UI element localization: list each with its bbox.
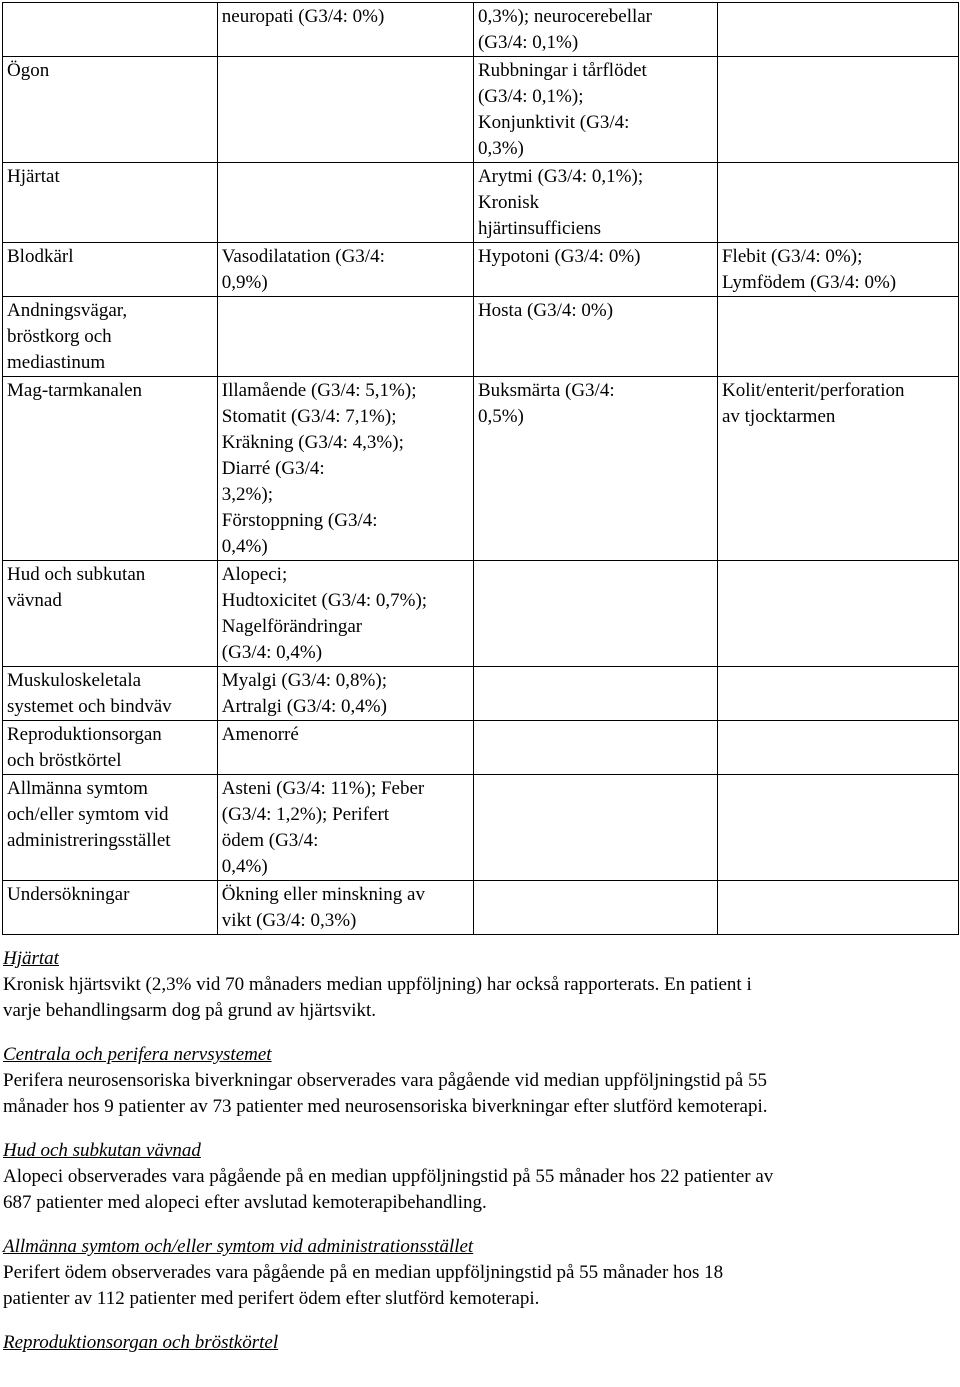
table-row bbox=[3, 163, 959, 243]
note-hjartat bbox=[3, 946, 953, 1024]
note-nervsystemet bbox=[3, 1042, 953, 1120]
reaction-text: Hosta (G3/4: 0%) bbox=[477, 300, 614, 321]
organ-label: Hjärtat bbox=[7, 166, 60, 187]
common-cell bbox=[217, 57, 473, 163]
organ-cell bbox=[3, 57, 218, 163]
reaction-text: Asteni (G3/4: 11%); Feber (G3/4: 1,2%); Perifert ödem (G3/4: 0,4%) bbox=[221, 778, 425, 877]
uncommon-cell bbox=[473, 721, 717, 775]
note-heading: Hjärtat bbox=[3, 948, 59, 969]
note-heading: Centrala och perifera nervsystemet bbox=[3, 1044, 272, 1065]
uncommon-cell bbox=[473, 667, 717, 721]
organ-cell bbox=[3, 3, 218, 57]
reaction-text: Rubbningar i tårflödet (G3/4: 0,1%); Konjunktivit (G3/4: 0,3%) bbox=[477, 60, 647, 159]
table-row bbox=[3, 57, 959, 163]
organ-label: Mag-tarmkanalen bbox=[7, 380, 143, 401]
organ-label: Allmänna symtom och/eller symtom vid administreringsstället bbox=[7, 778, 171, 851]
rare-cell bbox=[717, 3, 958, 57]
uncommon-cell bbox=[473, 3, 717, 57]
uncommon-cell bbox=[473, 243, 717, 297]
rare-cell bbox=[717, 297, 958, 377]
table-row bbox=[3, 667, 959, 721]
note-body: Alopeci observerades vara pågående på en median uppföljningstid på 55 månader hos 22 patienter av 687 patienter med alopeci efter avslutad kemoterapibehandling. bbox=[3, 1166, 774, 1213]
common-cell bbox=[217, 721, 473, 775]
rare-cell bbox=[717, 243, 958, 297]
table-row bbox=[3, 561, 959, 667]
uncommon-cell bbox=[473, 561, 717, 667]
table-row bbox=[3, 775, 959, 881]
note-heading: Reproduktionsorgan och bröstkörtel bbox=[3, 1332, 279, 1353]
uncommon-cell bbox=[473, 775, 717, 881]
rare-cell bbox=[717, 775, 958, 881]
rare-cell bbox=[717, 377, 958, 561]
table-row bbox=[3, 243, 959, 297]
common-cell bbox=[217, 561, 473, 667]
reaction-text: Buksmärta (G3/4: 0,5%) bbox=[477, 380, 615, 427]
reaction-text: Myalgi (G3/4: 0,8%); Artralgi (G3/4: 0,4%) bbox=[221, 670, 387, 717]
reaction-text: Illamående (G3/4: 5,1%); Stomatit (G3/4: 7,1%); Kräkning (G3/4: 4,3%); Diarré (G3/4: 3,2%); Förstoppning (G3/4: 0,4%) bbox=[221, 380, 417, 557]
uncommon-cell bbox=[473, 297, 717, 377]
organ-cell bbox=[3, 881, 218, 935]
common-cell bbox=[217, 377, 473, 561]
rare-cell bbox=[717, 721, 958, 775]
table-row bbox=[3, 881, 959, 935]
rare-cell bbox=[717, 881, 958, 935]
reaction-text: Kolit/enterit/perforation av tjocktarmen bbox=[721, 380, 905, 427]
organ-cell bbox=[3, 297, 218, 377]
organ-label: Hud och subkutan vävnad bbox=[7, 564, 146, 611]
organ-label: Ögon bbox=[7, 60, 50, 81]
organ-label: Undersökningar bbox=[7, 884, 130, 905]
organ-cell bbox=[3, 163, 218, 243]
note-body: Perifera neurosensoriska biverkningar observerades vara pågående vid median uppföljningstid på 55 månader hos 9 patienter av 73 patienter med neurosensoriska biverkningar efter slutförd kemoterapi. bbox=[3, 1070, 768, 1117]
common-cell bbox=[217, 297, 473, 377]
reaction-text: Alopeci; Hudtoxicitet (G3/4: 0,7%); Nagelförändringar (G3/4: 0,4%) bbox=[221, 564, 428, 663]
organ-label: Andningsvägar, bröstkorg och mediastinum bbox=[7, 300, 128, 373]
table-row bbox=[3, 721, 959, 775]
reaction-text: Ökning eller minskning av vikt (G3/4: 0,3%) bbox=[221, 884, 425, 931]
organ-cell bbox=[3, 561, 218, 667]
organ-label: Muskuloskeletala systemet och bindväv bbox=[7, 670, 172, 717]
uncommon-cell bbox=[473, 163, 717, 243]
organ-label: Blodkärl bbox=[7, 246, 74, 267]
note-body: Perifert ödem observerades vara pågående på en median uppföljningstid på 55 månader hos 18 patienter av 112 patienter med perifert ödem efter slutförd kemoterapi. bbox=[3, 1262, 724, 1309]
reaction-text: neuropati (G3/4: 0%) bbox=[221, 6, 385, 27]
common-cell bbox=[217, 667, 473, 721]
reaction-text: 0,3%); neurocerebellar (G3/4: 0,1%) bbox=[477, 6, 653, 53]
reaction-text: Flebit (G3/4: 0%); Lymfödem (G3/4: 0%) bbox=[721, 246, 897, 293]
notes-section bbox=[3, 946, 953, 1374]
reaction-text: Amenorré bbox=[221, 724, 299, 745]
note-reproduktionsorgan bbox=[3, 1330, 953, 1356]
note-heading: Allmänna symtom och/eller symtom vid administrationsstället bbox=[3, 1236, 474, 1257]
reaction-text: Hypotoni (G3/4: 0%) bbox=[477, 246, 641, 267]
rare-cell bbox=[717, 163, 958, 243]
organ-cell bbox=[3, 775, 218, 881]
rare-cell bbox=[717, 667, 958, 721]
organ-label: Reproduktionsorgan och bröstkörtel bbox=[7, 724, 162, 771]
organ-cell bbox=[3, 721, 218, 775]
rare-cell bbox=[717, 561, 958, 667]
common-cell bbox=[217, 3, 473, 57]
note-body: Kronisk hjärtsvikt (2,3% vid 70 månaders median uppföljning) har också rapporterats. En patient i varje behandlingsarm dog på grund av hjärtsvikt. bbox=[3, 974, 752, 1021]
organ-cell bbox=[3, 377, 218, 561]
uncommon-cell bbox=[473, 377, 717, 561]
note-heading: Hud och subkutan vävnad bbox=[3, 1140, 201, 1161]
organ-cell bbox=[3, 667, 218, 721]
uncommon-cell bbox=[473, 57, 717, 163]
reaction-text: Vasodilatation (G3/4: 0,9%) bbox=[221, 246, 385, 293]
table-row bbox=[3, 3, 959, 57]
reaction-text: Arytmi (G3/4: 0,1%); Kronisk hjärtinsufficiens bbox=[477, 166, 644, 239]
common-cell bbox=[217, 775, 473, 881]
adverse-reactions-table bbox=[2, 2, 959, 935]
common-cell bbox=[217, 163, 473, 243]
rare-cell bbox=[717, 57, 958, 163]
table-row bbox=[3, 297, 959, 377]
note-hud bbox=[3, 1138, 953, 1216]
common-cell bbox=[217, 243, 473, 297]
table-row bbox=[3, 377, 959, 561]
common-cell bbox=[217, 881, 473, 935]
organ-cell bbox=[3, 243, 218, 297]
uncommon-cell bbox=[473, 881, 717, 935]
note-allmanna-symtom bbox=[3, 1234, 953, 1312]
